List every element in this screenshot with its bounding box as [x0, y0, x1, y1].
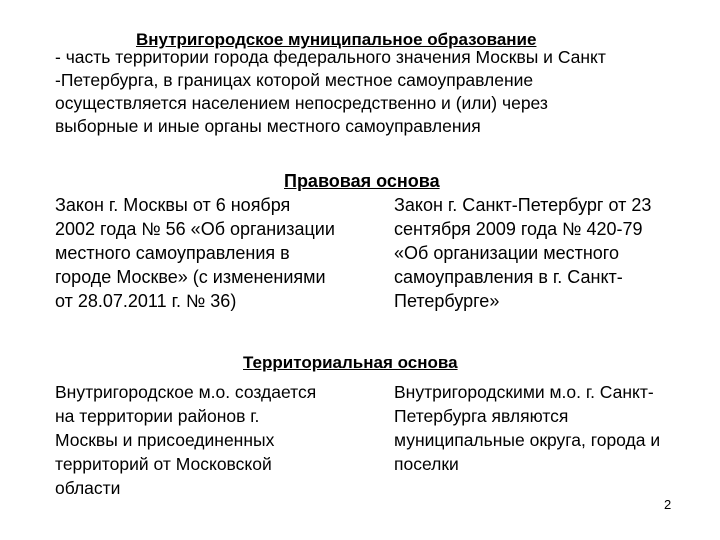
definition-line: -Петербурга, в границах которой местное самоуправление	[55, 70, 534, 90]
legal-basis-title: Правовая основа	[284, 171, 440, 191]
territorial-spb-line: поселки	[394, 454, 459, 474]
legal-spb-line: Петербурге»	[394, 291, 500, 311]
territorial-spb-line: Внутригородскими м.о. г. Санкт-	[394, 382, 654, 402]
legal-spb-line: самоуправления в г. Санкт-	[394, 267, 623, 287]
territorial-spb-line: Петербурга являются	[394, 406, 569, 426]
territorial-moscow-line: Москвы и присоединенных	[55, 430, 275, 450]
legal-moscow-line: 2002 года № 56 «Об организации	[55, 219, 335, 239]
territorial-moscow-line: Внутригородское м.о. создается	[55, 382, 317, 402]
page-number: 2	[664, 497, 672, 512]
definition-line: осуществляется населением непосредственно и (или) через	[55, 93, 548, 113]
territorial-moscow-line: территорий от Московской	[55, 454, 272, 474]
definition-line: выборные и иные органы местного самоуправления	[55, 116, 481, 136]
definition-line: - часть территории города федерального значения Москвы и Санкт	[55, 47, 606, 67]
territorial-basis-title: Территориальная основа	[243, 353, 458, 372]
legal-spb-line: Закон г. Санкт-Петербург от 23	[394, 195, 652, 215]
territorial-moscow-line: области	[55, 478, 121, 498]
legal-moscow-line: городе Москве» (с изменениями	[55, 267, 326, 287]
legal-moscow-line: Закон г. Москвы от 6 ноября	[55, 195, 291, 215]
legal-spb-line: «Об организации местного	[394, 243, 619, 263]
territorial-moscow-line: на территории районов г.	[55, 406, 260, 426]
legal-spb-line: сентября 2009 года № 420-79	[394, 219, 643, 239]
territorial-spb-line: муниципальные округа, города и	[394, 430, 661, 450]
definition-title: Внутригородское муниципальное образование	[136, 30, 537, 49]
legal-moscow-line: от 28.07.2011 г. № 36)	[55, 291, 237, 311]
legal-moscow-line: местного самоуправления в	[55, 243, 290, 263]
